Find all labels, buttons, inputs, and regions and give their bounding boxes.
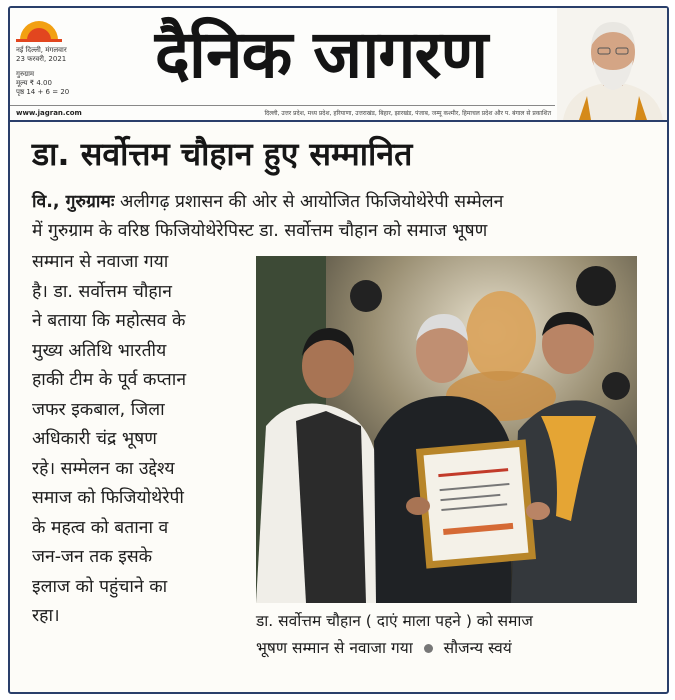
newspaper-title: दैनिक जागरण bbox=[154, 16, 488, 93]
article-byline: वि., गुरुग्रामः bbox=[32, 192, 115, 212]
masthead-info-bar bbox=[10, 105, 555, 119]
article-headline: डा. सर्वोत्तम चौहान हुए सम्मानित bbox=[32, 135, 413, 173]
photo-credit: सौजन्य स्वयं bbox=[443, 639, 512, 657]
body-line: रहा। bbox=[32, 606, 60, 626]
body-line: हाकी टीम के पूर्व कप्तान bbox=[32, 370, 187, 390]
caption-line: भूषण सम्मान से नवाजा गया bbox=[256, 639, 413, 657]
body-line: रहे। सम्मेलन का उद्देश्य bbox=[32, 458, 175, 479]
body-line: इलाज को पहुंचाने का bbox=[32, 576, 168, 597]
masthead-divider bbox=[10, 120, 667, 122]
lead-line: अलीगढ़ प्रशासन की ओर से आयोजित फिजियोथेरेपी सम्मेलन bbox=[119, 192, 504, 212]
award-photo bbox=[256, 256, 637, 603]
dateline: नई दिल्ली, मंगलवार 23 फरवरी, 2021 गुरुग्राम मूल्य ₹ 4.00 पृष्ठ 14 + 6 = 20 bbox=[16, 46, 70, 96]
masthead-portrait bbox=[557, 8, 669, 120]
caption-line: डा. सर्वोत्तम चौहान ( दाएं माला पहने ) को समाज bbox=[256, 612, 533, 630]
photo-caption bbox=[256, 608, 646, 662]
body-line: मुख्य अतिथि भारतीय bbox=[32, 340, 167, 361]
award-photo-illustration bbox=[256, 256, 637, 603]
body-line: ने बताया कि महोत्सव के bbox=[32, 311, 186, 331]
article-body-column bbox=[32, 248, 252, 632]
website-link[interactable]: www.jagran.com bbox=[16, 108, 82, 117]
rising-sun-logo-icon bbox=[16, 14, 62, 42]
bullet-icon bbox=[424, 644, 433, 653]
editions-line: दिल्ली, उत्तर प्रदेश, मध्य प्रदेश, हरियाणा, उत्तराखंड, बिहार, झारखंड, पंजाब, जम्मू कश्मीर, हिमाचल प्रदेश और प. बंगाल से प्रकाशित bbox=[264, 109, 551, 117]
newspaper-clipping bbox=[8, 6, 669, 694]
masthead bbox=[10, 8, 667, 120]
body-line: सम्मान से नवाजा गया bbox=[32, 252, 169, 272]
lead-line: में गुरुग्राम के वरिष्ठ फिजियोथेरेपिस्ट डा. सर्वोत्तम चौहान को समाज भूषण bbox=[32, 221, 488, 241]
article-lead bbox=[32, 188, 657, 246]
body-line: अधिकारी चंद्र भूषण bbox=[32, 429, 157, 449]
body-line: जफर इकबाल, जिला bbox=[32, 399, 165, 420]
body-line: के महत्व को बताना व bbox=[32, 517, 169, 538]
body-line: जन-जन तक इसके bbox=[32, 547, 153, 567]
body-line: समाज को फिजियोथेरेपी bbox=[32, 488, 184, 508]
body-line: है। डा. सर्वोत्तम चौहान bbox=[32, 281, 172, 302]
